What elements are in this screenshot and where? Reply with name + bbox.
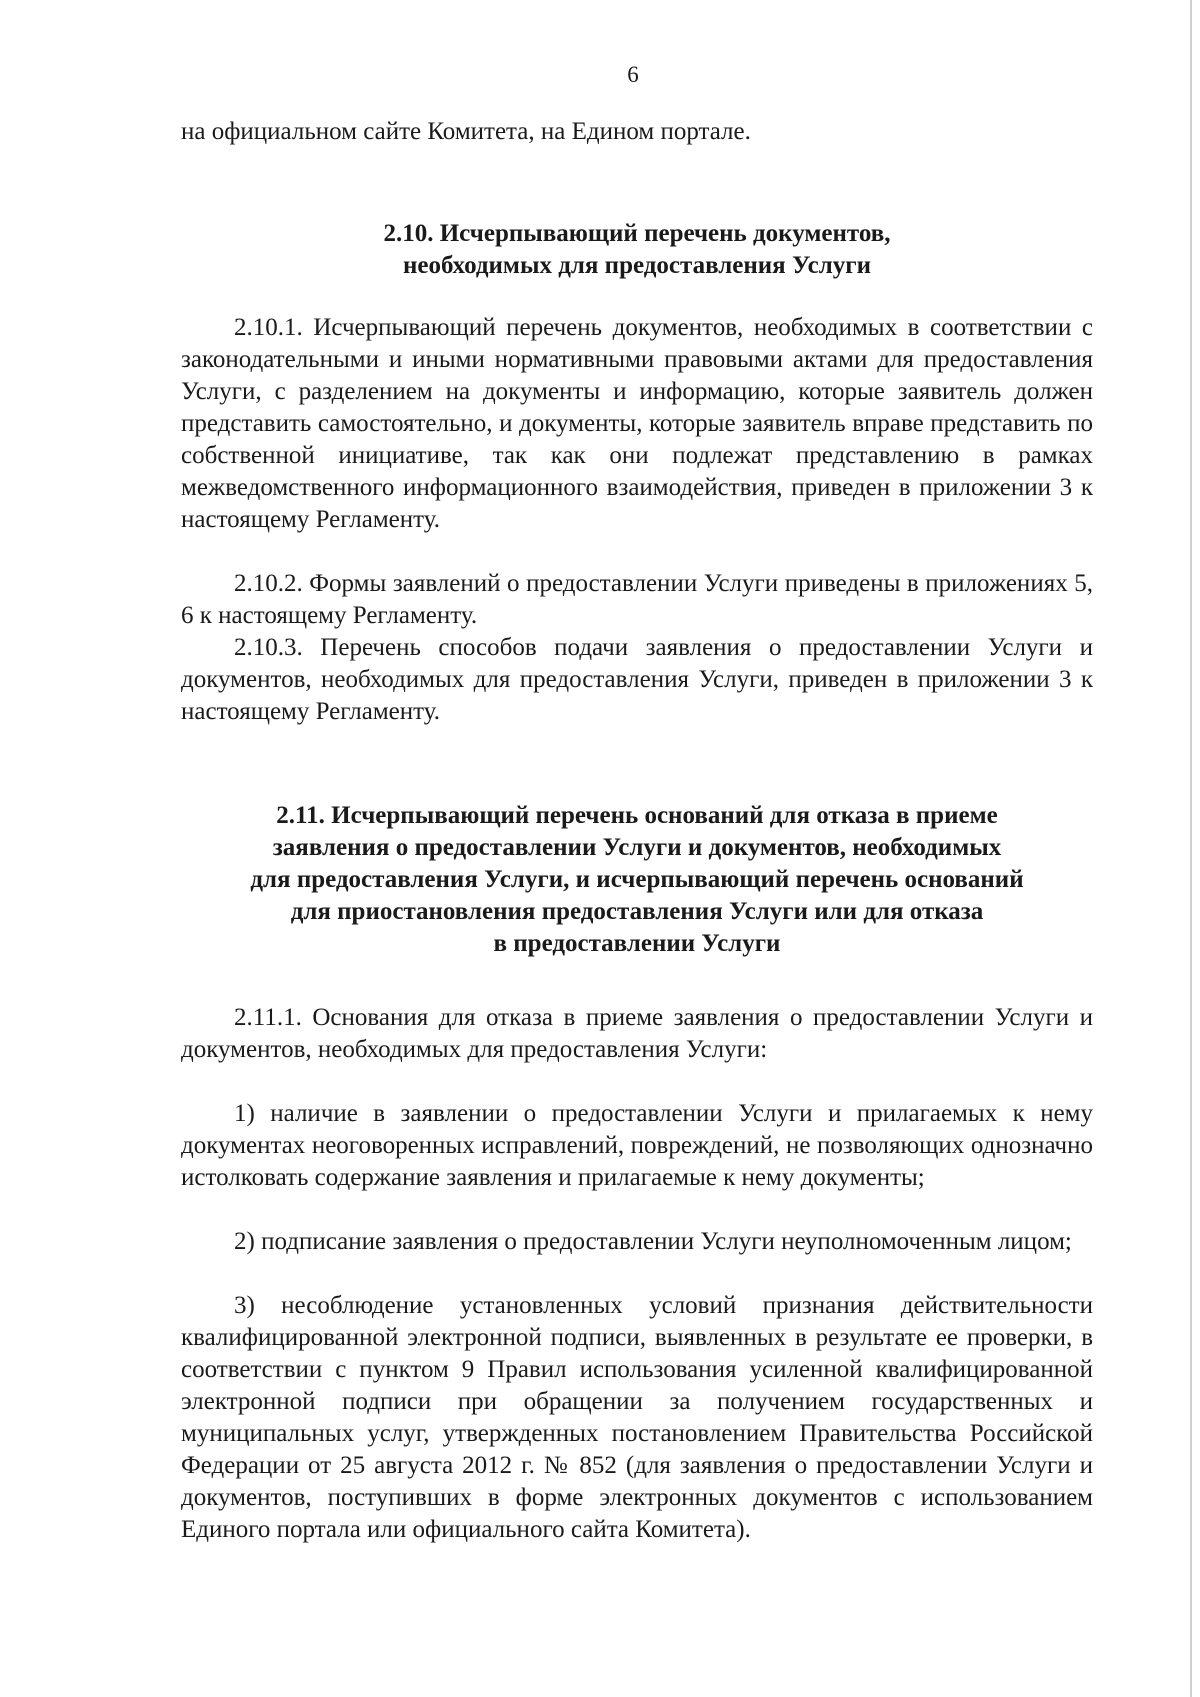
paragraph-2-10-1: 2.10.1. Исчерпывающий перечень документов, необходимых в соответствии с законодательными и иными нормативными правовыми актами для предоставления Услуги, с разделением на документы и информацию, которые заявитель должен представить самостоятельно, и документы, которые заявитель вправе представить по собственной инициативе, так как они подлежат представлению в рамках межведомственного информационного взаимодействия, приведен в приложении 3 к настоящему Регламенту. [181, 314, 1093, 533]
paragraph-2-10-3: 2.10.3. Перечень способов подачи заявления о предоставлении Услуги и документов, необходимых для предоставления Услуги, приведен в приложении 3 к настоящему Регламенту. [181, 634, 1093, 725]
heading-line: в предоставлении Услуги [493, 930, 781, 957]
heading-line: 2.11. Исчерпывающий перечень оснований для отказа в приеме [276, 802, 998, 829]
section-2-10-heading [181, 218, 1093, 282]
heading-line: для предоставления Услуги, и исчерпывающий перечень оснований [250, 866, 1024, 893]
heading-line: 2.10. Исчерпывающий перечень документов, [383, 220, 891, 247]
section-2-11-heading [181, 800, 1093, 960]
list-item-1: 1) наличие в заявлении о предоставлении Услуги и прилагаемых к нему документах неоговоренных исправлений, повреждений, не позволяющих однозначно истолковать содержание заявления и прилагаемые к нему документы; [181, 1100, 1093, 1191]
page-number: 6 [627, 62, 639, 87]
scan-edge-line [1190, 0, 1192, 1697]
heading-line: необходимых для предоставления Услуги [403, 252, 871, 279]
intro-line: на официальном сайте Комитета, на Едином портале. [181, 118, 751, 145]
paragraph-2-11-1: 2.11.1. Основания для отказа в приеме заявления о предоставлении Услуги и документов, необходимых для предоставления Услуги: [181, 1004, 1093, 1063]
list-item-2: 2) подписание заявления о предоставлении Услуги неуполномоченным лицом; [234, 1228, 1072, 1255]
paragraph-2-10-2: 2.10.2. Формы заявлений о предоставлении Услуги приведены в приложениях 5, 6 к настоящему Регламенту. [181, 570, 1093, 629]
list-item-3: 3) несоблюдение установленных условий признания действительности квалифицированной электронной подписи, выявленных в результате ее проверки, в соответствии с пунктом 9 Правил использования усиленной квалифицированной электронной подписи при обращении за получением государственных и муниципальных услуг, утвержденных постановлением Правительства Российской Федерации от 25 августа 2012 г. № 852 (для заявления о предоставлении Услуги и документов, поступивших в форме электронных документов с использованием Единого портала или официального сайта Комитета). [181, 1292, 1093, 1543]
heading-line: заявления о предоставлении Услуги и документов, необходимых [272, 834, 1002, 861]
heading-line: для приостановления предоставления Услуги или для отказа [290, 898, 984, 925]
